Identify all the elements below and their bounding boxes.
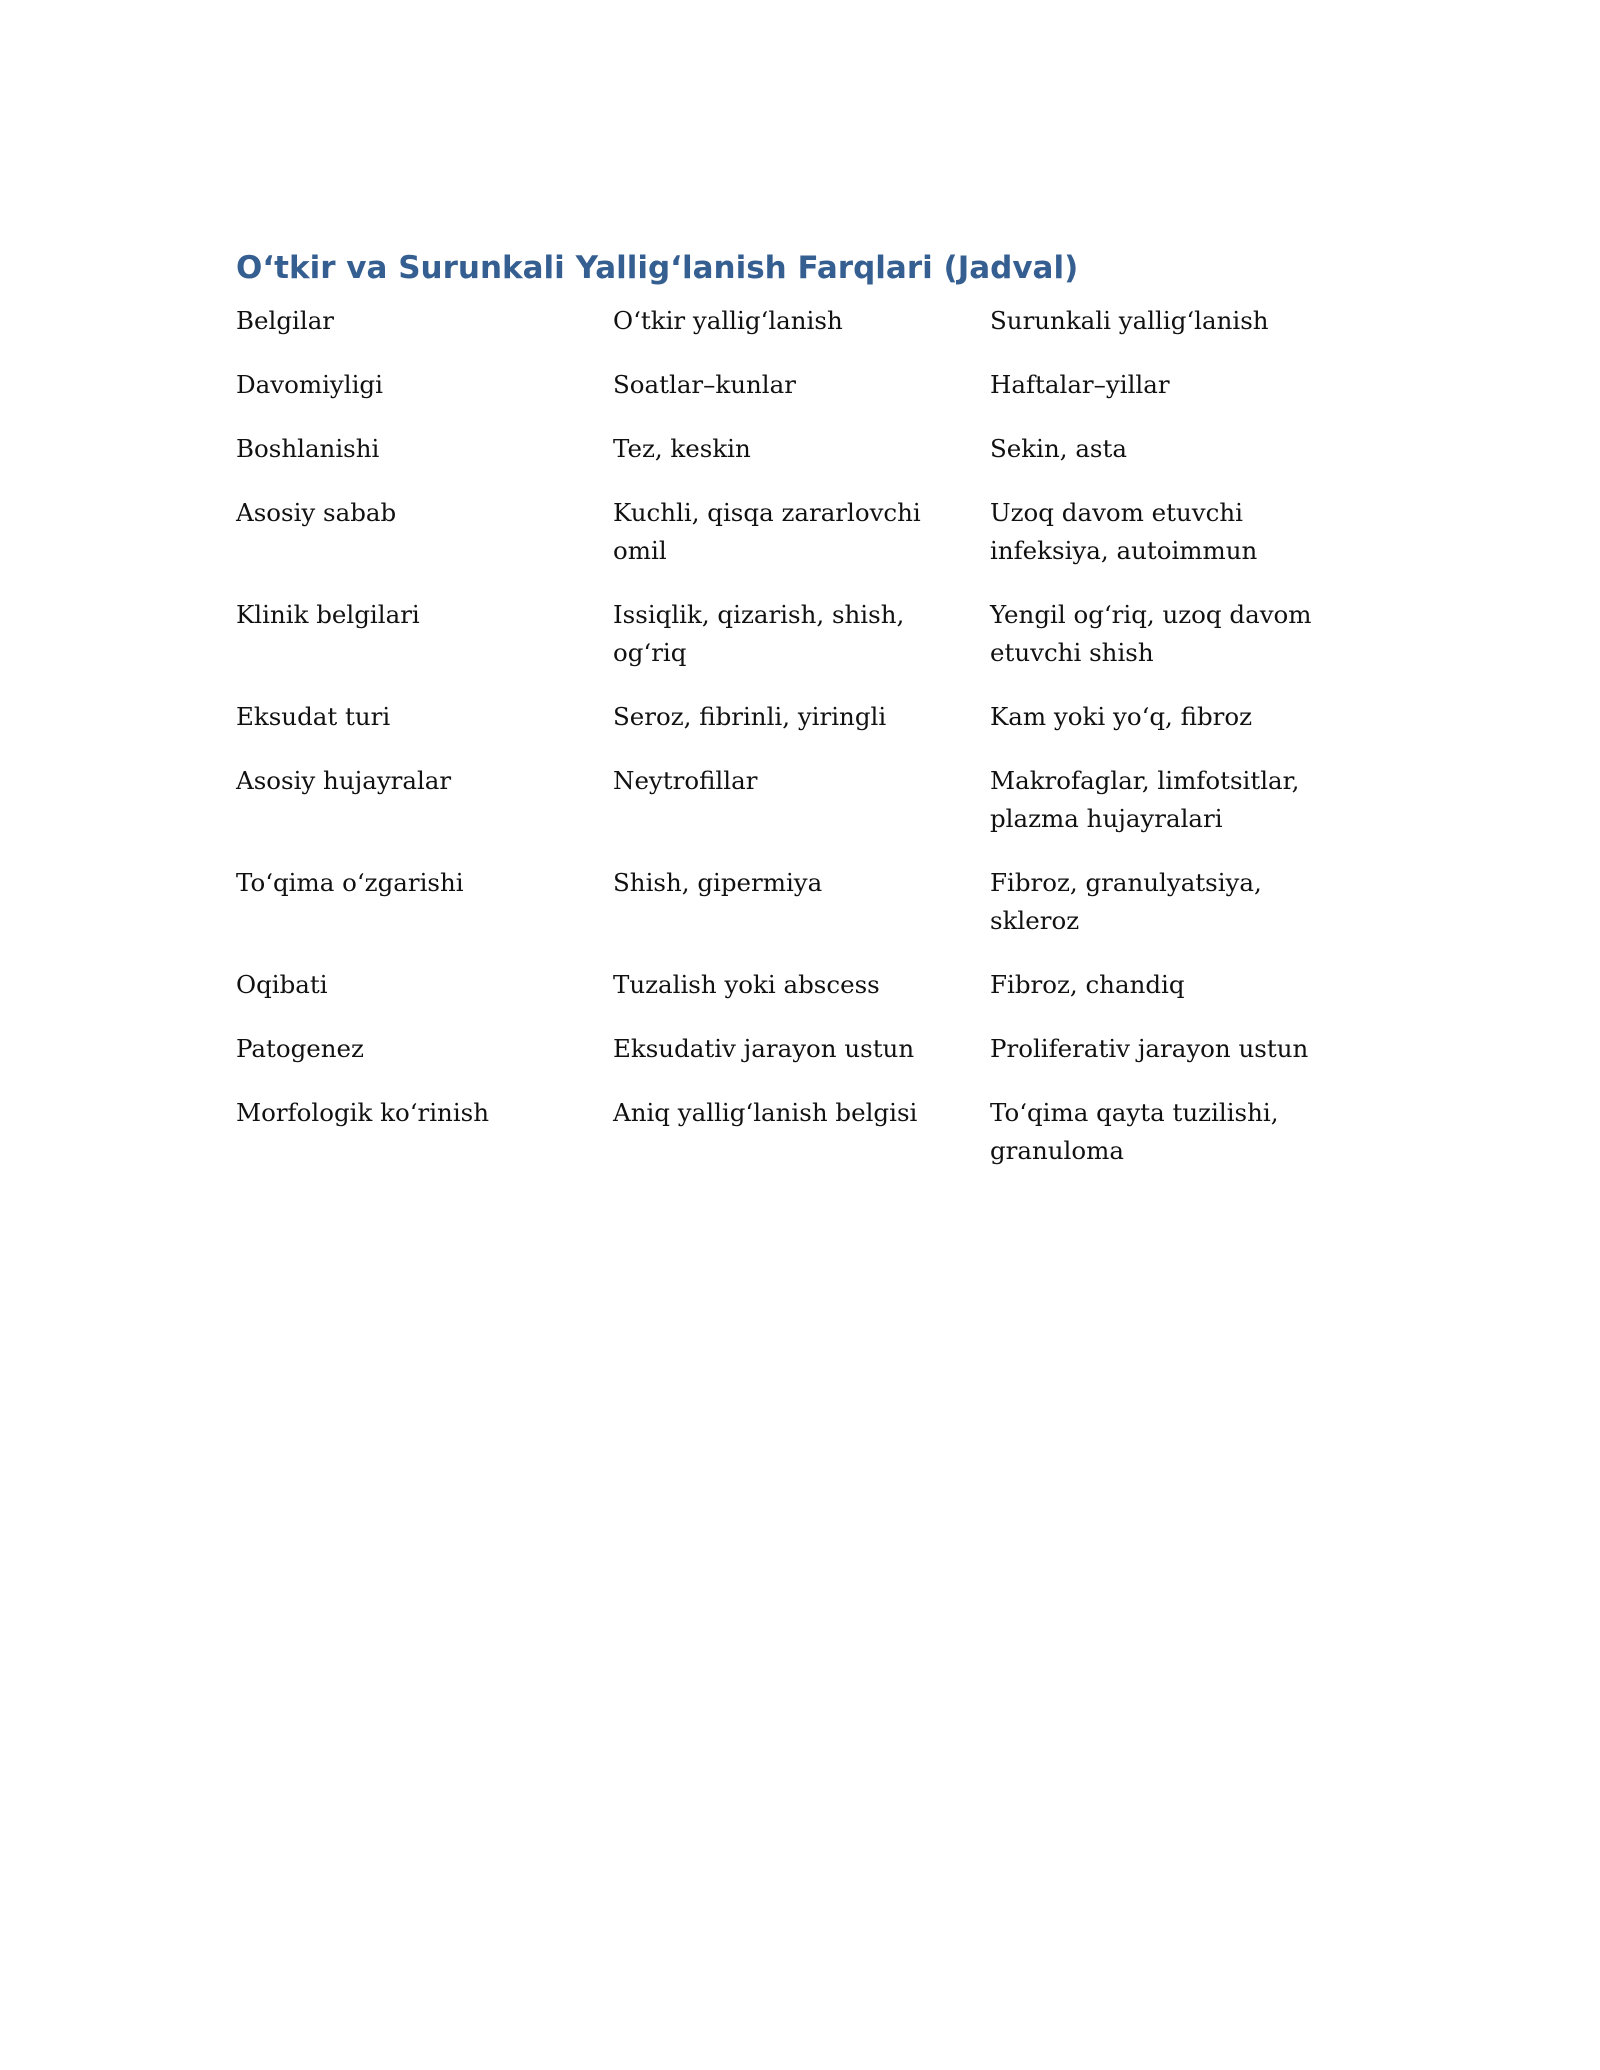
table-header-row — [236, 302, 1346, 366]
table-cell: Patogenez — [236, 1034, 364, 1063]
table-cell: Fibroz, chandiq — [990, 970, 1185, 999]
table-cell: Neytrofillar — [613, 766, 758, 795]
comparison-table — [236, 302, 1346, 1196]
document-title: O‘tkir va Surunkali Yallig‘lanish Farqlari (Jadval) — [236, 250, 1079, 286]
table-cell: Eksudat turi — [236, 702, 391, 731]
table-row — [236, 698, 1346, 762]
table-cell: Seroz, fibrinli, yiringli — [613, 702, 887, 731]
table-row — [236, 762, 1346, 864]
table-row — [236, 494, 1346, 596]
table-cell: Morfologik ko‘rinish — [236, 1098, 490, 1127]
table-row — [236, 966, 1346, 1030]
table-cell: Aniq yallig‘lanish belgisi — [613, 1098, 918, 1127]
table-cell: Uzoq davom etuvchi infeksiya, autoimmun — [990, 498, 1258, 565]
table-row — [236, 1094, 1346, 1196]
table-cell: Eksudativ jarayon ustun — [613, 1034, 915, 1063]
table-cell: Tez, keskin — [613, 434, 751, 463]
table-cell: Davomiyligi — [236, 370, 383, 399]
table-cell: Kam yoki yo‘q, fibroz — [990, 702, 1253, 731]
table-cell: Oqibati — [236, 970, 328, 999]
table-cell: Yengil og‘riq, uzoq davom etuvchi shish — [990, 600, 1312, 667]
table-cell: Proliferativ jarayon ustun — [990, 1034, 1309, 1063]
table-cell: Klinik belgilari — [236, 600, 420, 629]
table-cell: Fibroz, granulyatsiya, skleroz — [990, 868, 1262, 935]
table-header-cell: Belgilar — [236, 306, 335, 335]
table-cell: Sekin, asta — [990, 434, 1127, 463]
table-cell: Boshlanishi — [236, 434, 380, 463]
table-cell: To‘qima o‘zgarishi — [236, 868, 464, 897]
table-cell: Soatlar–kunlar — [613, 370, 796, 399]
table-row — [236, 430, 1346, 494]
table-cell: To‘qima qayta tuzilishi, granuloma — [990, 1098, 1279, 1165]
table-row — [236, 1030, 1346, 1094]
table-cell: Kuchli, qisqa zararlovchi omil — [613, 498, 921, 565]
table-cell: Asosiy sabab — [236, 498, 397, 527]
table-cell: Makrofaglar, limfotsitlar, plazma hujayralari — [990, 766, 1300, 833]
table-row — [236, 864, 1346, 966]
table-cell: Shish, gipermiya — [613, 868, 823, 897]
table-cell: Asosiy hujayralar — [236, 766, 452, 795]
table-cell: Issiqlik, qizarish, shish, og‘riq — [613, 600, 905, 667]
table-row — [236, 596, 1346, 698]
table-cell: Tuzalish yoki abscess — [613, 970, 880, 999]
table-header-cell: Surunkali yallig‘lanish — [990, 306, 1269, 335]
table-header-cell: O‘tkir yallig‘lanish — [613, 306, 843, 335]
table-row — [236, 366, 1346, 430]
table-cell: Haftalar–yillar — [990, 370, 1170, 399]
